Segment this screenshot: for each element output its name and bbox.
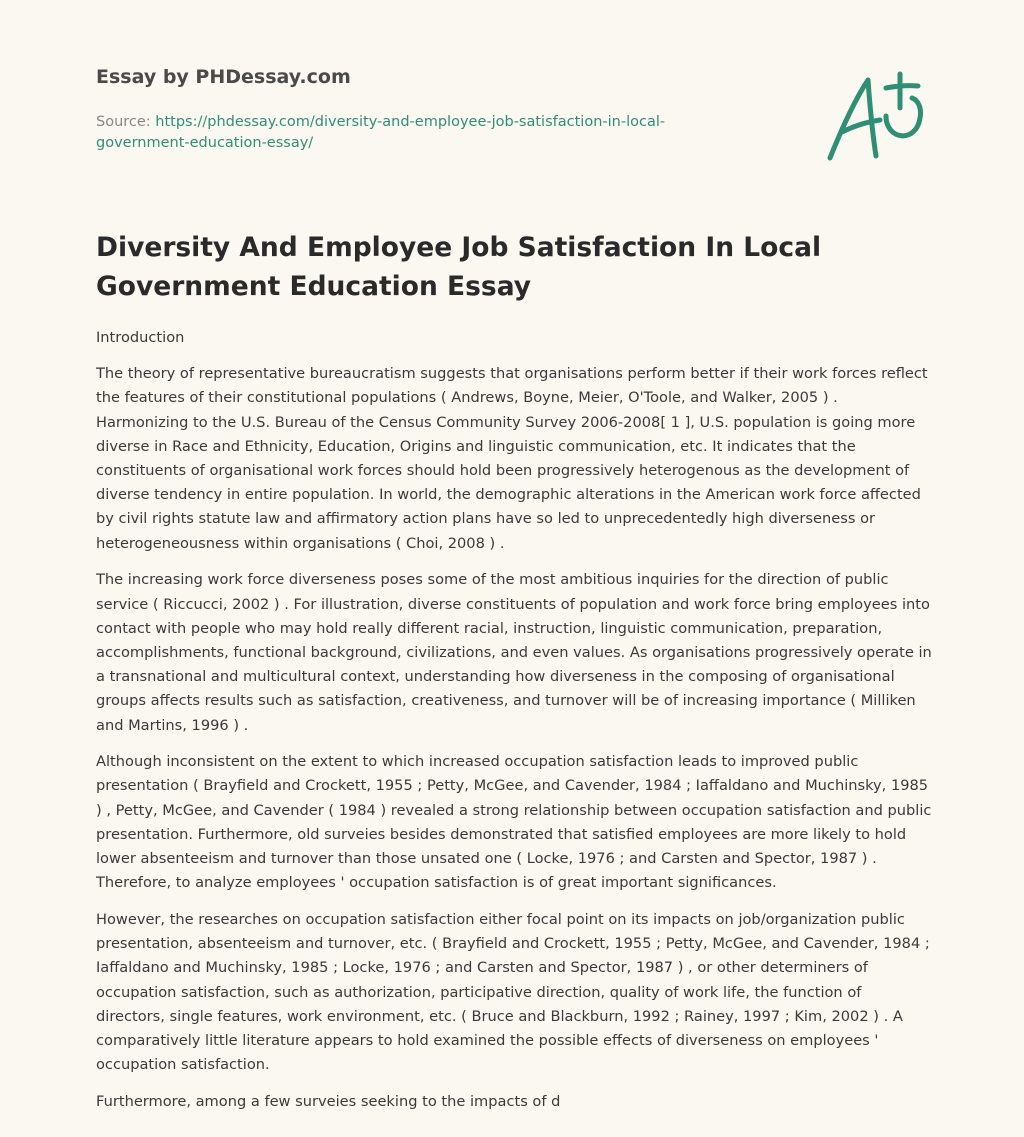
- article-body: [96, 326, 932, 1127]
- source-line: [96, 112, 716, 154]
- source-label: Source:: [96, 114, 156, 130]
- a-plus-logo-icon: [820, 68, 930, 164]
- paragraph: Furthermore, among a few surveies seeking to the impacts of d: [96, 1092, 561, 1110]
- paragraph: Although inconsistent on the extent to which increased occupation satisfaction leads to improved public presentation ( Brayfield and Crockett, 1955 ; Petty, McGee, and Cavender, 1984 ; Iaffaldano and Muchinsky, 1985 ) , Petty, McGee, and Cavender ( 1984 ) revealed a strong relationship between occupation satisfaction and public presentation. Furthermore, old surveies besides demonstrated that satisfied employees are more likely to hold lower absenteeism and turnover than those unsated one ( Locke, 1976 ; and Carsten and Spector, 1987 ) . Therefore, to analyze employees ' occupation satisfaction is of great important significances.: [96, 753, 932, 892]
- source-link[interactable]: https://phdessay.com/diversity-and-employee-job-satisfaction-in-local-government-education-essay/: [96, 114, 666, 151]
- paragraph: However, the researches on occupation satisfaction either focal point on its impacts on job/organization public presentation, absenteeism and turnover, etc. ( Brayfield and Crockett, 1955 ; Petty, McGee, and Cavender, 1984 ; Iaffaldano and Muchinsky, 1985 ; Locke, 1976 ; and Carsten and Spector, 1987 ) , or other determiners of occupation satisfaction, such as authorization, participative direction, quality of work life, the function of directors, single features, work environment, etc. ( Bruce and Blackburn, 1992 ; Rainey, 1997 ; Kim, 2002 ) . A comparatively little literature appears to hold examined the possible effects of diverseness on employees ' occupation satisfaction.: [96, 910, 930, 1074]
- paragraph: The increasing work force diverseness poses some of the most ambitious inquiries for the direction of public service ( Riccucci, 2002 ) . For illustration, diverse constituents of population and work force bring employees into contact with people who may hold really different racial, instruction, linguistic communication, preparation, accomplishments, functional background, civilizations, and even values. As organisations progressively operate in a transnational and multicultural context, understanding how diverseness in the composing of organisational groups affects results such as satisfaction, creativeness, and turnover will be of increasing importance ( Milliken and Martins, 1996 ) .: [96, 571, 932, 734]
- article-title: Diversity And Employee Job Satisfaction In Local Government Education Essay: [96, 232, 822, 302]
- paragraph: The theory of representative bureaucratism suggests that organisations perform better if their work forces reflect the features of their constitutional populations ( Andrews, Boyne, Meier, O'Toole, and Walker, 2005 ) . Harmonizing to the U.S. Bureau of the Census Community Survey 2006-2008[ 1 ], U.S. population is going more diverse in Race and Ethnicity, Education, Origins and linguistic communication, etc. It indicates that the constituents of organisational work forces should hold been progressively heterogenous as the development of diverse tendency in entire population. In world, the demographic alterations in the American work force affected by civil rights statute law and affirmatory action plans have so led to unprecedentedly high diverseness or heterogeneousness within organisations ( Choi, 2008 ) .: [96, 365, 928, 552]
- site-name: Essay by PHDessay.com: [96, 66, 351, 88]
- paragraph-introduction: Introduction: [96, 329, 185, 346]
